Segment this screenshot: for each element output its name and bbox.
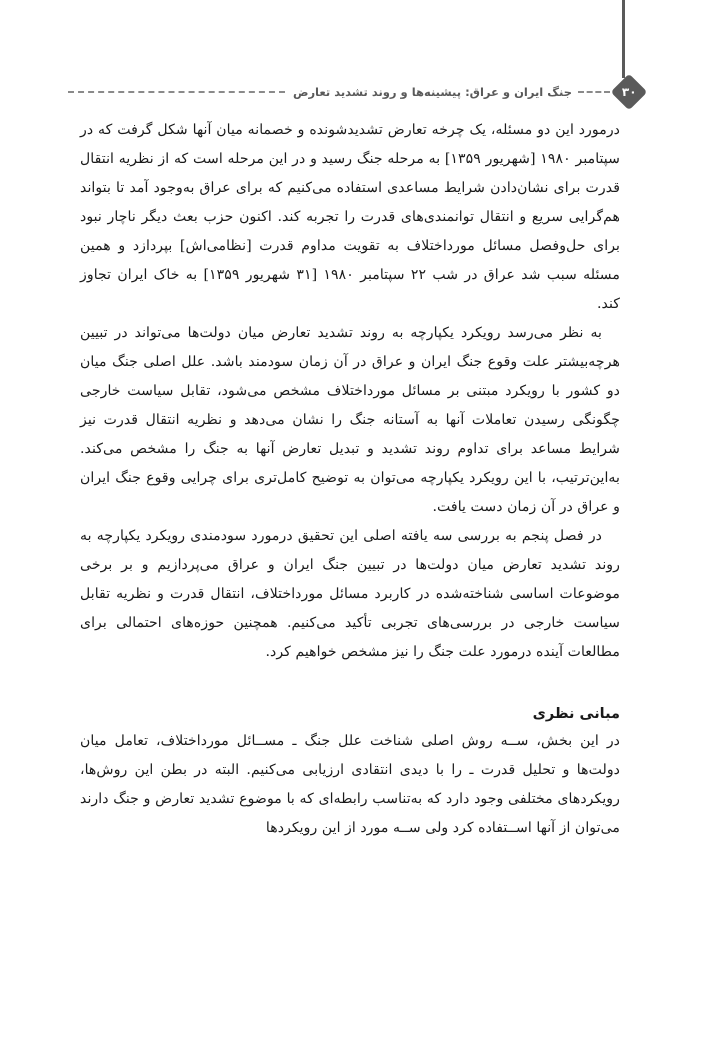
body-paragraph-3: در فصل پنجم به بررسی سه یافته اصلی این تحقیق درمورد سودمندی رویکرد یکپارچه به روند تشدید تعارض میان دولت‌ها در تبیین جنگ ایران و عراق می‌پردازیم و بر برخی موضوعات اساسی شناخته‌شده در کاربرد مسائل مورداختلاف، انتقال قدرت و نظریه تقابل سیاست خارجی در بررسی‌های تجربی تأکید می‌کنیم. همچنین حوزه‌های احتمالی برای مطالعات آینده درمورد علت جنگ را نیز مشخص خواهیم کرد. (80, 528, 620, 660)
top-margin-rule (622, 0, 625, 78)
page-number: ۳۰ (621, 85, 637, 99)
running-title: جنگ ایران و عراق: پیشینه‌ها و روند تشدید تعارض (292, 85, 572, 99)
page-body (80, 116, 620, 843)
section-heading: مبانی نظری (532, 706, 620, 722)
running-header (68, 80, 646, 104)
section-paragraph: در این بخش، ســه روش اصلی شناخت علل جنگ ـ مســائل مورداختلاف، تعامل میان دولت‌ها و تحلیل قدرت ـ را با دیدی انتقادی ارزیابی می‌کنیم. البته در بطن این روش‌ها، رویکردهای مختلفی وجود دارد که به‌تناسب رابطه‌ای که با موضوع تشدید تعارض و جنگ دارند می‌توان از آنها اســتفاده کرد ولی ســه مورد از این رویکردها (80, 733, 620, 836)
header-dashed-rule-long (68, 91, 285, 93)
page-number-badge (611, 74, 648, 111)
body-paragraph-1: درمورد این دو مسئله، یک چرخه تعارض تشدیدشونده و خصمانه میان آنها شکل گرفت که در سپتامبر ۱۹۸۰ [شهریور ۱۳۵۹] به مرحله جنگ رسید و در این مرحله است که از نظریه انتقال قدرت برای نشان‌دادن شرایط مساعدی استفاده می‌کنیم که برای عراق به‌وجود آمد تا بتواند هم‌گرایی سریع و انتقال توانمندی‌های قدرت را تجربه کند. اکنون حزب بعث دیگر ناچار نبود برای حل‌وفصل مسائل مورداختلاف به تقویت مداوم قدرت [نظامی‌اش] بپردازد و همین مسئله سبب شد عراق در شب ۲۲ سپتامبر ۱۹۸۰ [۳۱ شهریور ۱۳۵۹] به خاک ایران تجاوز کند. (80, 122, 620, 312)
body-paragraph-2: به نظر می‌رسد رویکرد یکپارچه به روند تشدید تعارض میان دولت‌ها می‌تواند در تبیین هرچه‌بیشتر علت وقوع جنگ ایران و عراق در آن زمان سودمند باشد. علل اصلی جنگ میان دو کشور با رویکرد مبتنی بر مسائل مورداختلاف مشخص می‌شود، تقابل سیاست خارجی چگونگی رسیدن تعاملات آنها به آستانه جنگ را نشان می‌دهد و نظریه انتقال قدرت نیز شرایط مساعد برای تداوم روند تشدید و تبدیل تعارض آنها به جنگ را مشخص می‌کند. به‌این‌ترتیب، با این رویکرد یکپارچه می‌توان به توضیح کامل‌تری برای چرایی وقوع جنگ ایران و عراق در آن زمان دست یافت. (80, 325, 620, 515)
header-dashed-rule-short (578, 91, 610, 93)
